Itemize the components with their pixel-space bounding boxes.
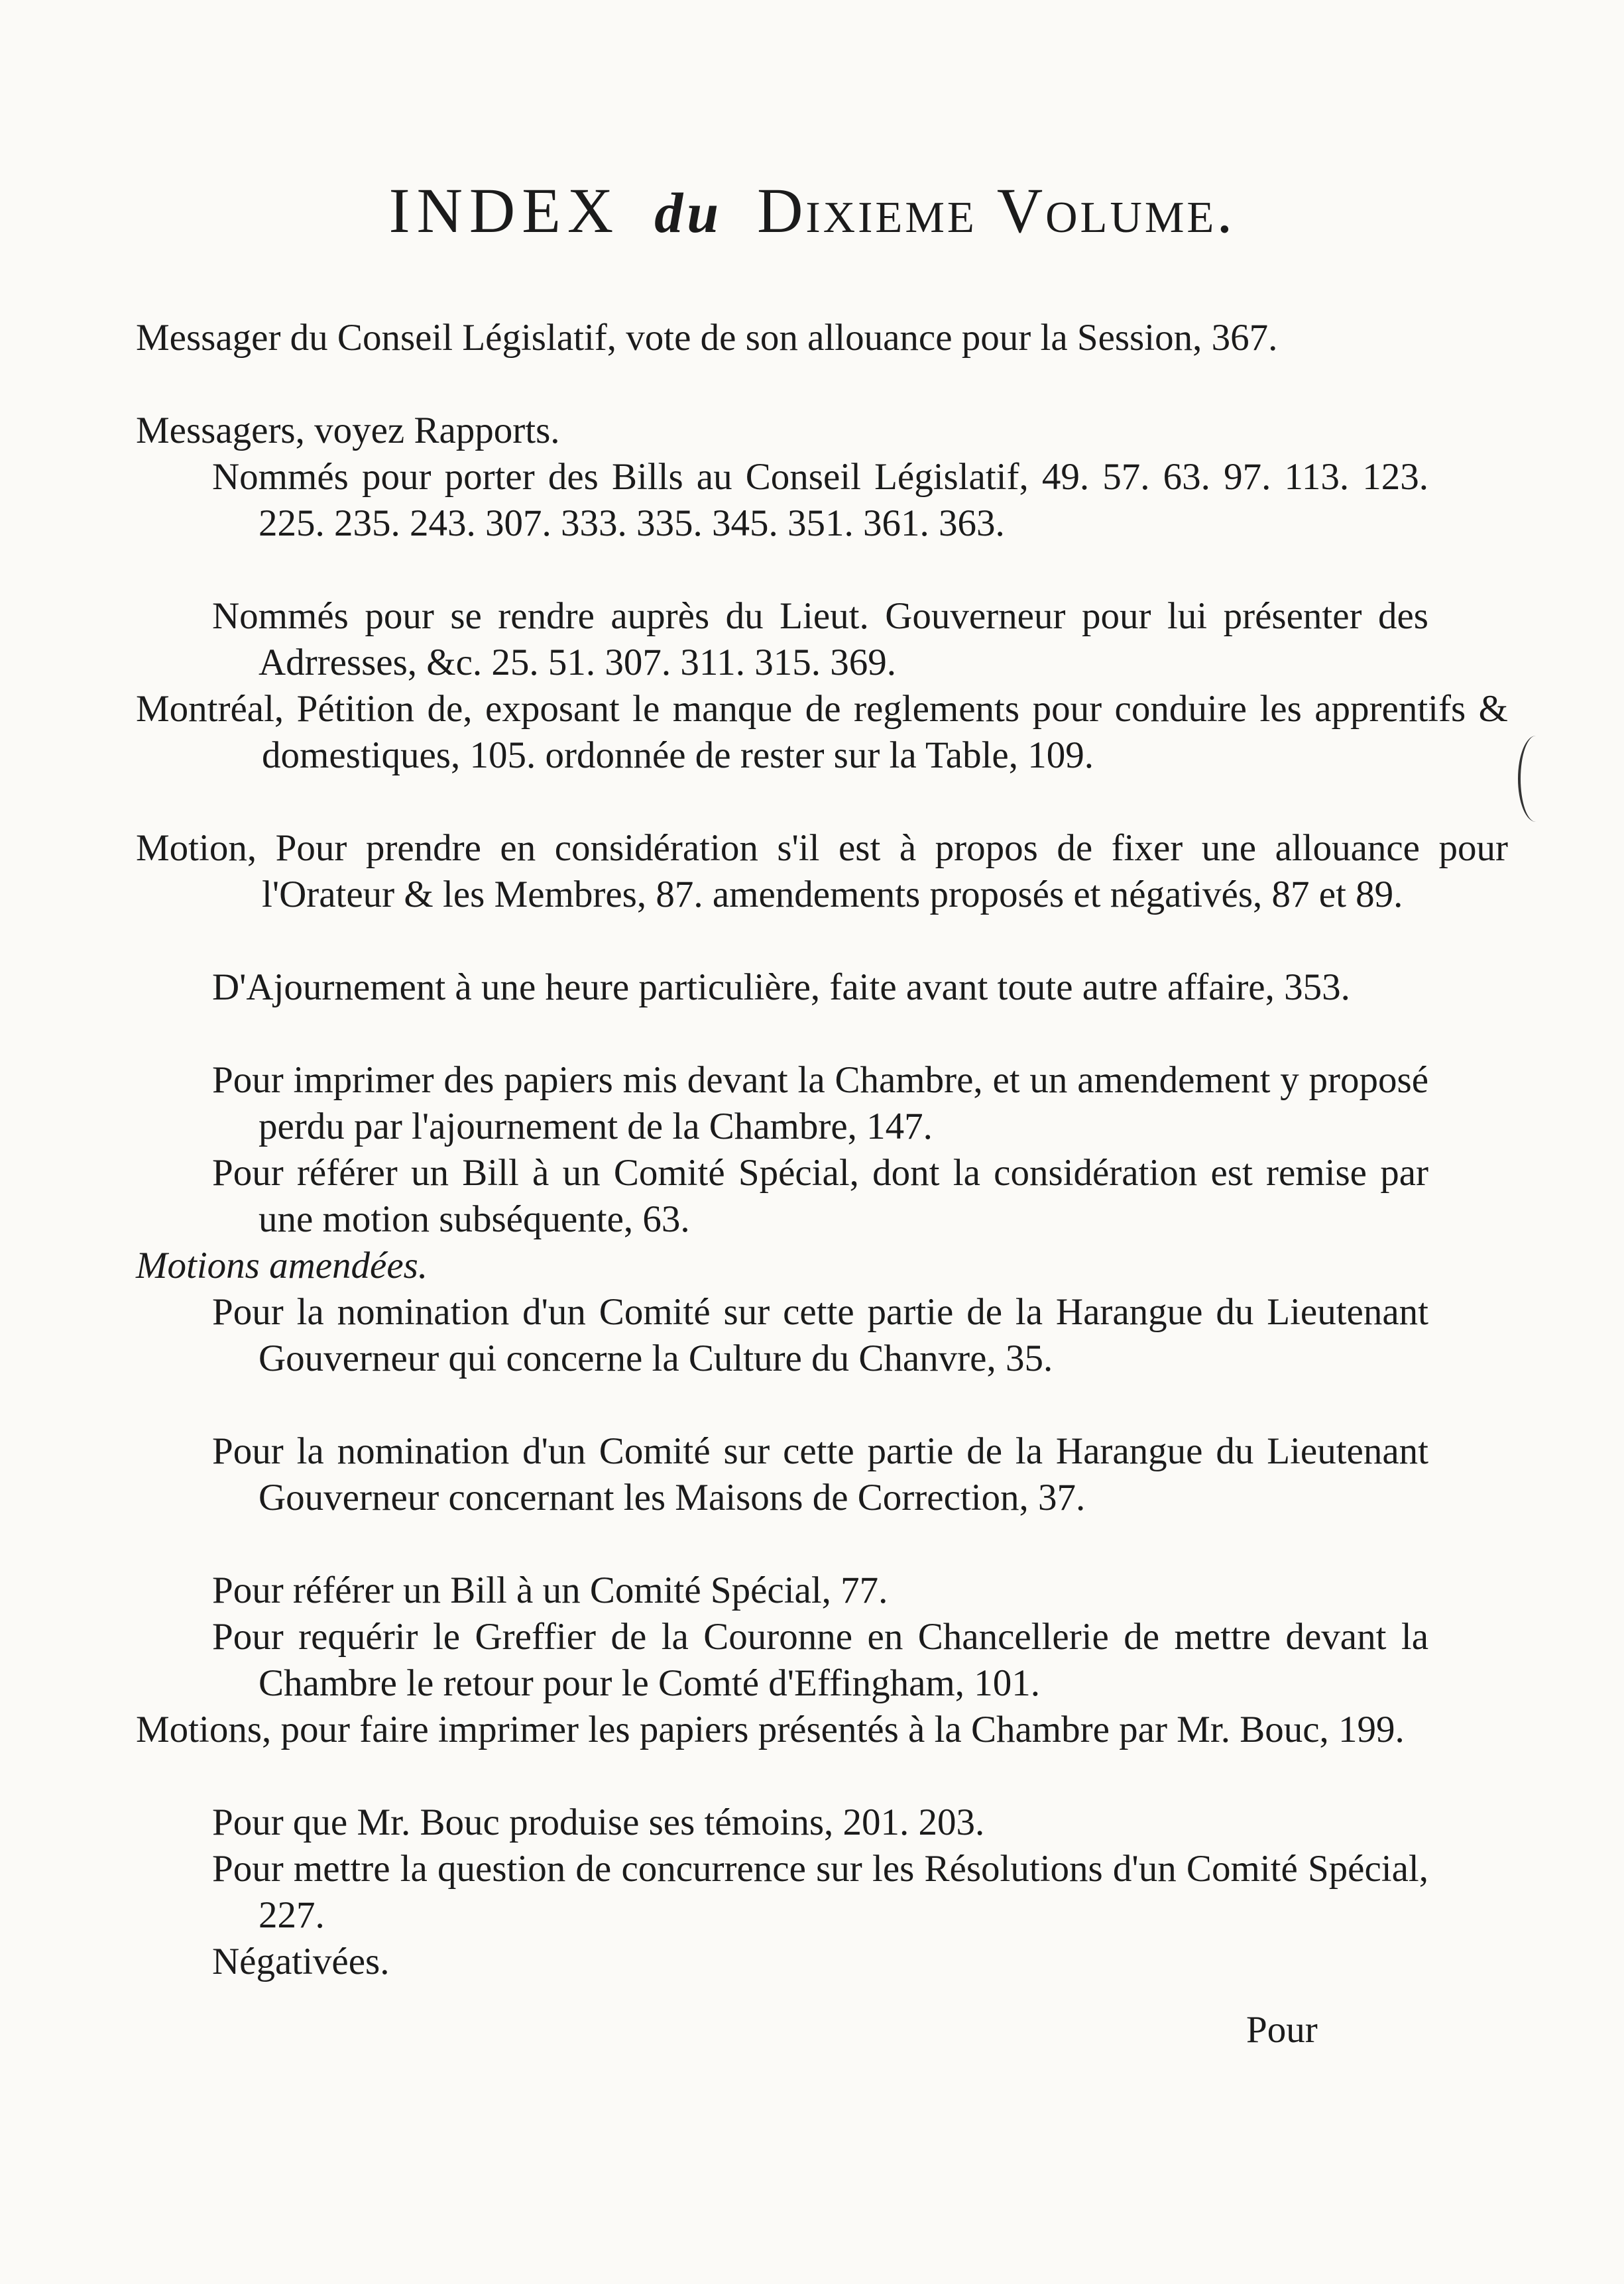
index-entry: Motion, Pour prendre en considération s'il est à propos de fixer une allouance pour l'Orateur & les Membres, 87. amendements proposés et négativés, 87 et 89.	[136, 827, 1508, 915]
index-entry: Négativées.	[212, 1941, 390, 1982]
index-entry: Motions, pour faire imprimer les papiers présentés à la Chambre par Mr. Bouc, 199.	[136, 1709, 1405, 1750]
index-entry: Messagers, voyez Rapports.	[136, 410, 560, 451]
index-entry: Pour référer un Bill à un Comité Spécial, dont la considération est remise par une motion subséquente, 63.	[212, 1152, 1428, 1240]
index-entry: Nommés pour porter des Bills au Conseil Législatif, 49. 57. 63. 97. 113. 123. 225. 235. 243. 307. 333. 335. 345. 351. 361. 363.	[212, 456, 1428, 544]
index-entry: Pour imprimer des papiers mis devant la Chambre, et un amendement y proposé perdu par l'ajournement de la Chambre, 147.	[212, 1059, 1428, 1147]
title-du: du	[654, 181, 723, 245]
page-title	[0, 174, 1624, 247]
index-entry: Pour la nomination d'un Comité sur cette partie de la Harangue du Lieutenant Gouverneur concernant les Maisons de Correction, 37.	[212, 1430, 1428, 1518]
index-entry: Pour la nomination d'un Comité sur cette partie de la Harangue du Lieutenant Gouverneur qui concerne la Culture du Chanvre, 35.	[212, 1291, 1428, 1379]
title-volume: Volume.	[996, 175, 1236, 246]
index-entry: Pour mettre la question de concurrence sur les Résolutions d'un Comité Spécial, 227.	[212, 1848, 1428, 1936]
catchword: Pour	[1246, 2009, 1318, 2051]
title-dixieme: Dixieme	[757, 175, 977, 246]
index-entry: Pour référer un Bill à un Comité Spécial, 77.	[212, 1570, 888, 1611]
index-entry: D'Ajournement à une heure particulière, faite avant toute autre affaire, 353.	[212, 966, 1350, 1008]
index-entry: Pour requérir le Greffier de la Couronne en Chancellerie de mettre devant la Chambre le retour pour le Comté d'Effingham, 101.	[212, 1616, 1428, 1704]
index-entry: Pour que Mr. Bouc produise ses témoins, 201. 203.	[212, 1801, 985, 1843]
index-entry: Montréal, Pétition de, exposant le manque de reglements pour conduire les apprentifs & domestiques, 105. ordonnée de rester sur la Table, 109.	[136, 688, 1508, 776]
index-entry: Messager du Conseil Législatif, vote de son allouance pour la Session, 367.	[136, 317, 1278, 359]
margin-pencil-mark	[1518, 736, 1554, 822]
index-entry: Nommés pour se rendre auprès du Lieut. Gouverneur pour lui présenter des Adrresses, &c. 25. 51. 307. 311. 315. 369.	[212, 595, 1428, 683]
title-index: INDEX	[388, 175, 620, 246]
index-entry: Motions amendées.	[136, 1245, 428, 1286]
